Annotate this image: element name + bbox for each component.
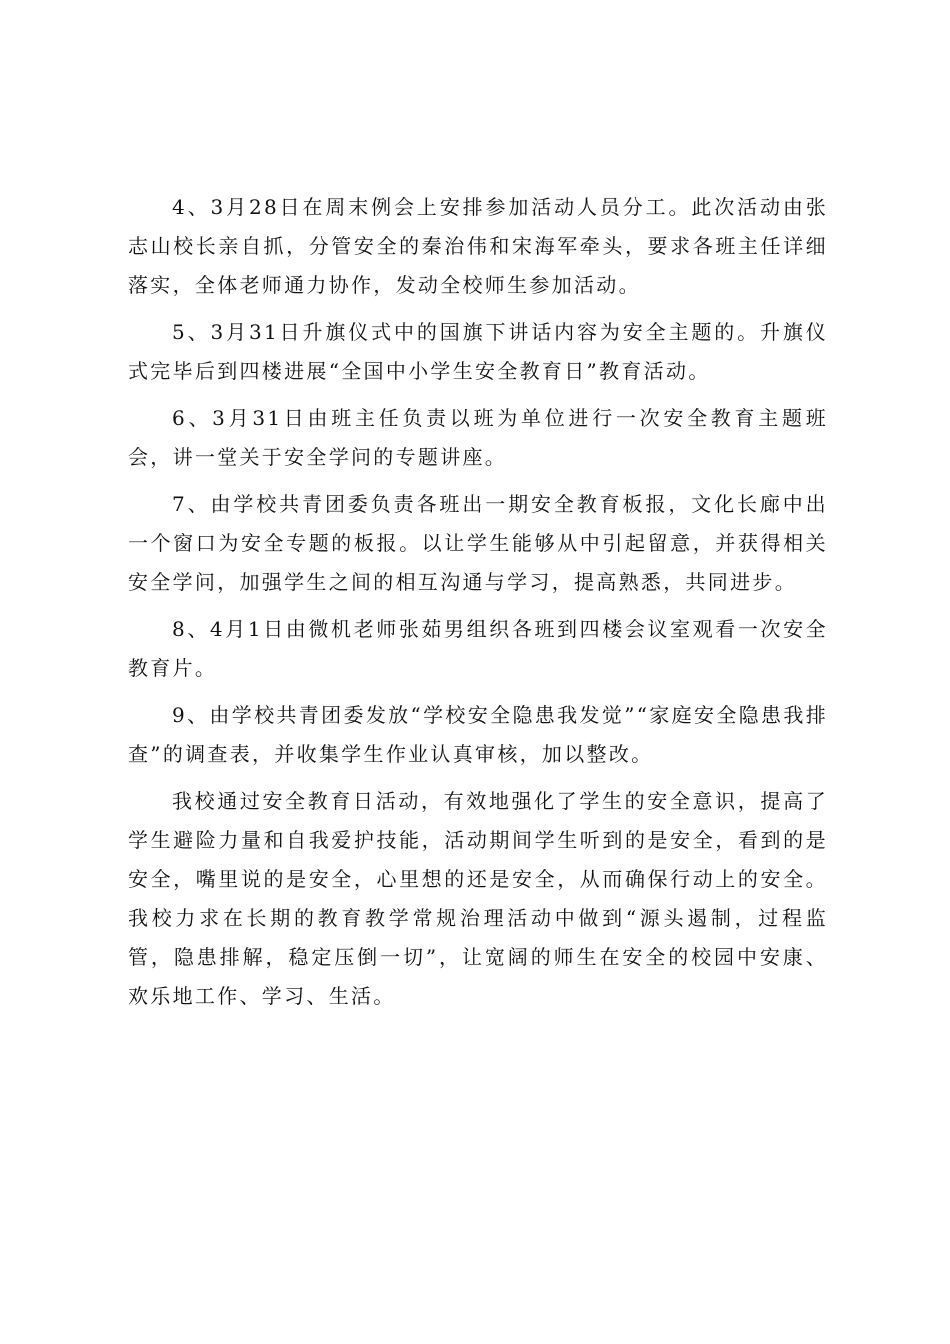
- paragraph-item-7: 7、由学校共青团委负责各班出一期安全教育板报，文化长廊中出一个窗口为安全专题的板报。以让学生能够从中引起留意，并获得相关安全学问，加强学生之间的相互沟通与学习，提高熟悉，共同进步。: [128, 492, 828, 594]
- paragraph-item-4: 4、3月28日在周末例会上安排参加活动人员分工。此次活动由张志山校长亲自抓，分管安全的秦治伟和宋海军牵头，要求各班主任详细落实，全体老师通力协作，发动全校师生参加活动。: [128, 195, 828, 297]
- paragraph-item-5: 5、3月31日升旗仪式中的国旗下讲话内容为安全主题的。升旗仪式完毕后到四楼进展“全国中小学生安全教育日”教育活动。: [128, 320, 828, 383]
- paragraph-item-6: 6、3月31日由班主任负责以班为单位进行一次安全教育主题班会，讲一堂关于安全学问的专题讲座。: [128, 406, 828, 469]
- paragraph-item-9: 9、由学校共青团委发放“学校安全隐患我发觉”“家庭安全隐患我排查”的调查表，并收集学生作业认真审核，加以整改。: [128, 703, 828, 766]
- paragraph-item-8: 8、4月1日由微机老师张茹男组织各班到四楼会议室观看一次安全教育片。: [128, 617, 828, 680]
- document-body: [128, 188, 828, 1022]
- paragraph-summary: 我校通过安全教育日活动，有效地强化了学生的安全意识，提高了学生避险力量和自我爱护技能，活动期间学生听到的是安全，看到的是安全，嘴里说的是安全，心里想的还是安全，从而确保行动上的安全。我校力求在长期的教育教学常规治理活动中做到“源头遏制，过程监管，隐患排解，稳定压倒一切”，让宽阔的师生在安全的校园中安康、欢乐地工作、学习、生活。: [128, 789, 828, 1008]
